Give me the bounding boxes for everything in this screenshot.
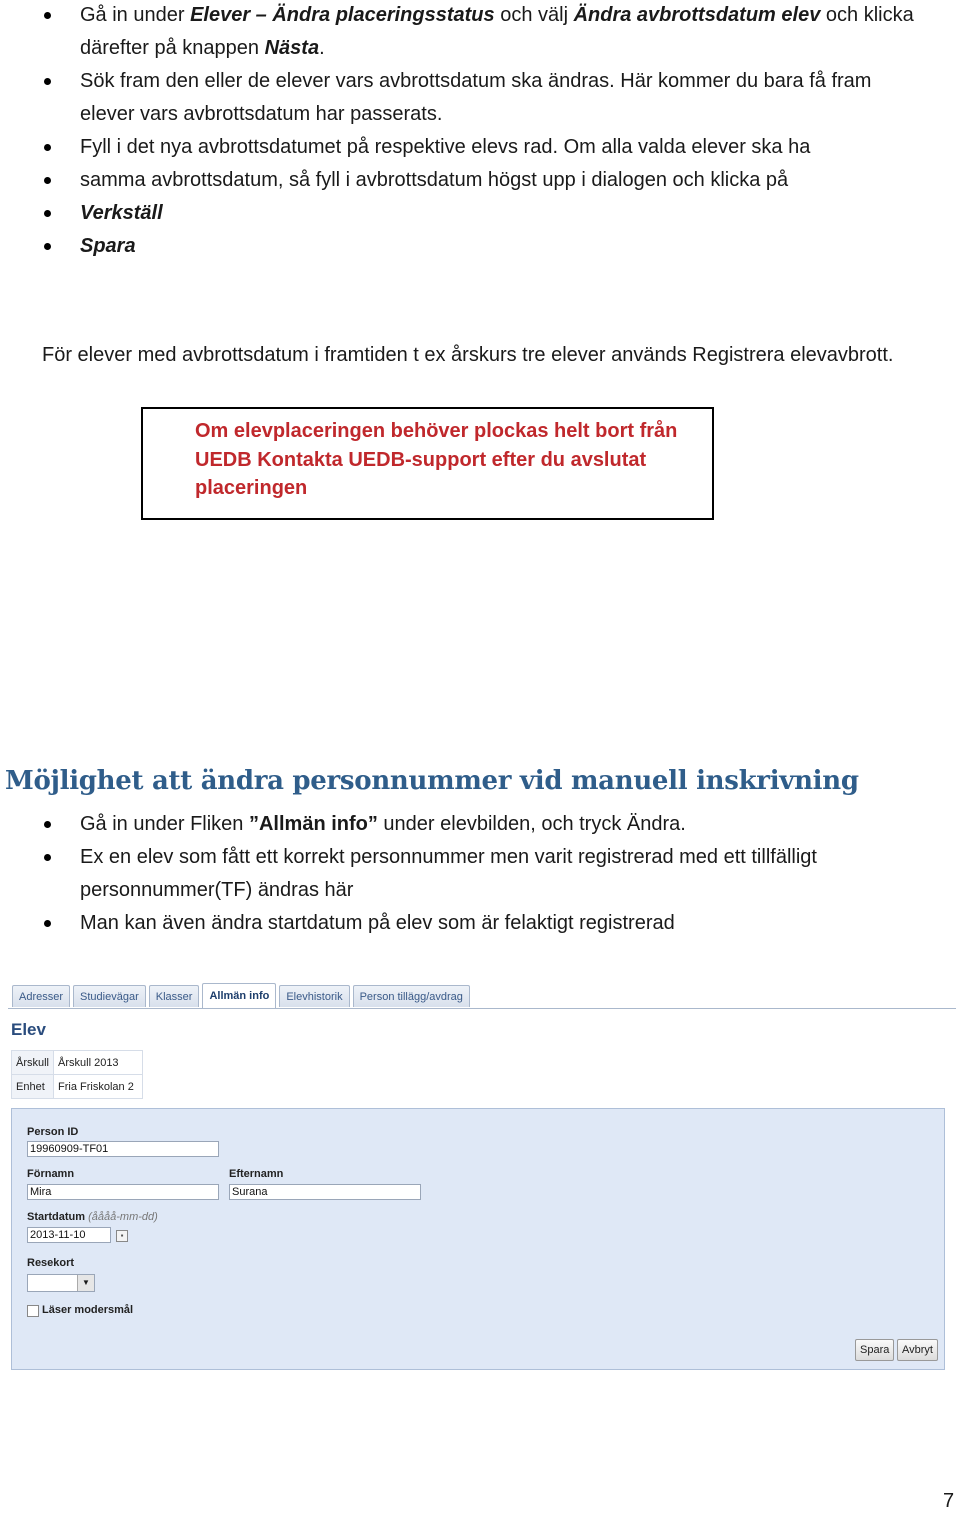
list-item [0,808,960,841]
save-button[interactable]: Spara [855,1339,894,1361]
menu-option-text: Ändra avbrottsdatum elev [573,4,821,26]
list-item [0,907,960,940]
item-text: Gå in under [80,4,191,26]
fornamn-label: Förnamn [27,1168,75,1180]
cancel-button[interactable]: Avbryt [897,1339,938,1361]
tab-allman-info[interactable]: Allmän info [202,983,276,1008]
list-item-continuation [0,32,960,65]
section-heading: Möjlighet att ändra personnummer vid manuell inskrivning [5,766,859,796]
tab-adresser[interactable]: Adresser [12,985,70,1007]
item-text: därefter på knappen [80,37,265,59]
modersmal-checkbox[interactable] [27,1305,39,1317]
person-id-label: Person ID [27,1126,79,1138]
info-paragraph: För elever med avbrottsdatum i framtiden t ex årskurs tre elever används Registrera elevavbrott. [42,344,894,366]
page-number: 7 [943,1490,955,1512]
list-item [0,164,960,197]
tab-divider [8,1008,956,1009]
calendar-icon[interactable]: ▪ [116,1230,128,1242]
list-item [0,0,960,32]
item-text: Sök fram den eller de elever vars avbrottsdatum ska ändras. Här kommer du bara få fram [80,70,872,92]
tab-name-text: ”Allmän info” [248,813,378,835]
item-text: elever vars avbrottsdatum har passerats. [80,103,443,125]
info-table [11,1050,143,1099]
menu-path-text: Elever – Ändra placeringsstatus [190,4,495,26]
resekort-select[interactable] [27,1274,95,1292]
info-value: Årskull 2013 [54,1051,143,1075]
list-item [0,841,960,874]
tab-person-tillagg[interactable]: Person tillägg/avdrag [353,985,470,1007]
date-format-hint: (åååå-mm-dd) [88,1211,158,1223]
item-text: Gå in under Fliken [80,813,249,835]
personnummer-list [0,808,960,940]
modersmal-label: Läser modersmål [42,1304,134,1316]
tab-klasser[interactable]: Klasser [149,985,200,1007]
tab-studievagar[interactable]: Studievägar [73,985,146,1007]
button-name-text: Spara [80,235,136,257]
resekort-label: Resekort [27,1257,75,1269]
startdatum-label [27,1211,158,1223]
list-item-continuation [0,98,960,131]
instruction-list [0,0,960,263]
app-screenshot [8,980,958,1375]
item-text: under elevbilden, och tryck Ändra. [377,813,686,835]
list-item [0,131,960,164]
startdatum-field[interactable]: 2013-11-10 [27,1227,111,1243]
tab-bar [12,983,470,1009]
button-name-text: Verkställ [80,202,163,224]
chevron-down-icon: ▼ [77,1275,94,1291]
button-name-text: Nästa [264,37,320,59]
efternamn-label: Efternamn [229,1168,284,1180]
item-text: och klicka [820,4,914,26]
table-row [12,1051,143,1075]
item-text: samma avbrottsdatum, så fyll i avbrottsdatum högst upp i dialogen och klicka på [80,169,789,191]
item-text: Man kan även ändra startdatum på elev som är felaktigt registrerad [80,912,675,934]
panel-title: Elev [11,1020,46,1039]
person-id-field[interactable]: 19960909-TF01 [27,1141,219,1157]
item-text: . [319,37,325,59]
tab-elevhistorik[interactable]: Elevhistorik [279,985,349,1007]
list-item [0,65,960,98]
info-value: Fria Friskolan 2 [54,1075,143,1099]
list-item-continuation [0,874,960,907]
list-item [0,230,960,263]
notice-box [141,407,714,520]
item-text: och välj [494,4,574,26]
info-key: Enhet [12,1075,54,1099]
item-text: Ex en elev som fått ett korrekt personnummer men varit registrerad med ett tillfälligt [80,846,817,868]
fornamn-field[interactable]: Mira [27,1184,219,1200]
student-form [11,1108,945,1370]
item-text: personnummer(TF) ändras här [80,879,354,901]
table-row [12,1075,143,1099]
info-key: Årskull [12,1051,54,1075]
efternamn-field[interactable]: Surana [229,1184,421,1200]
startdatum-label-text: Startdatum [27,1211,86,1223]
notice-text: Om elevplaceringen behöver plockas helt bort från UEDB Kontakta UEDB-support efter du avslutat placeringen [195,420,678,499]
item-text: Fyll i det nya avbrottsdatumet på respektive elevs rad. Om alla valda elever ska ha [80,136,811,158]
list-item [0,197,960,230]
